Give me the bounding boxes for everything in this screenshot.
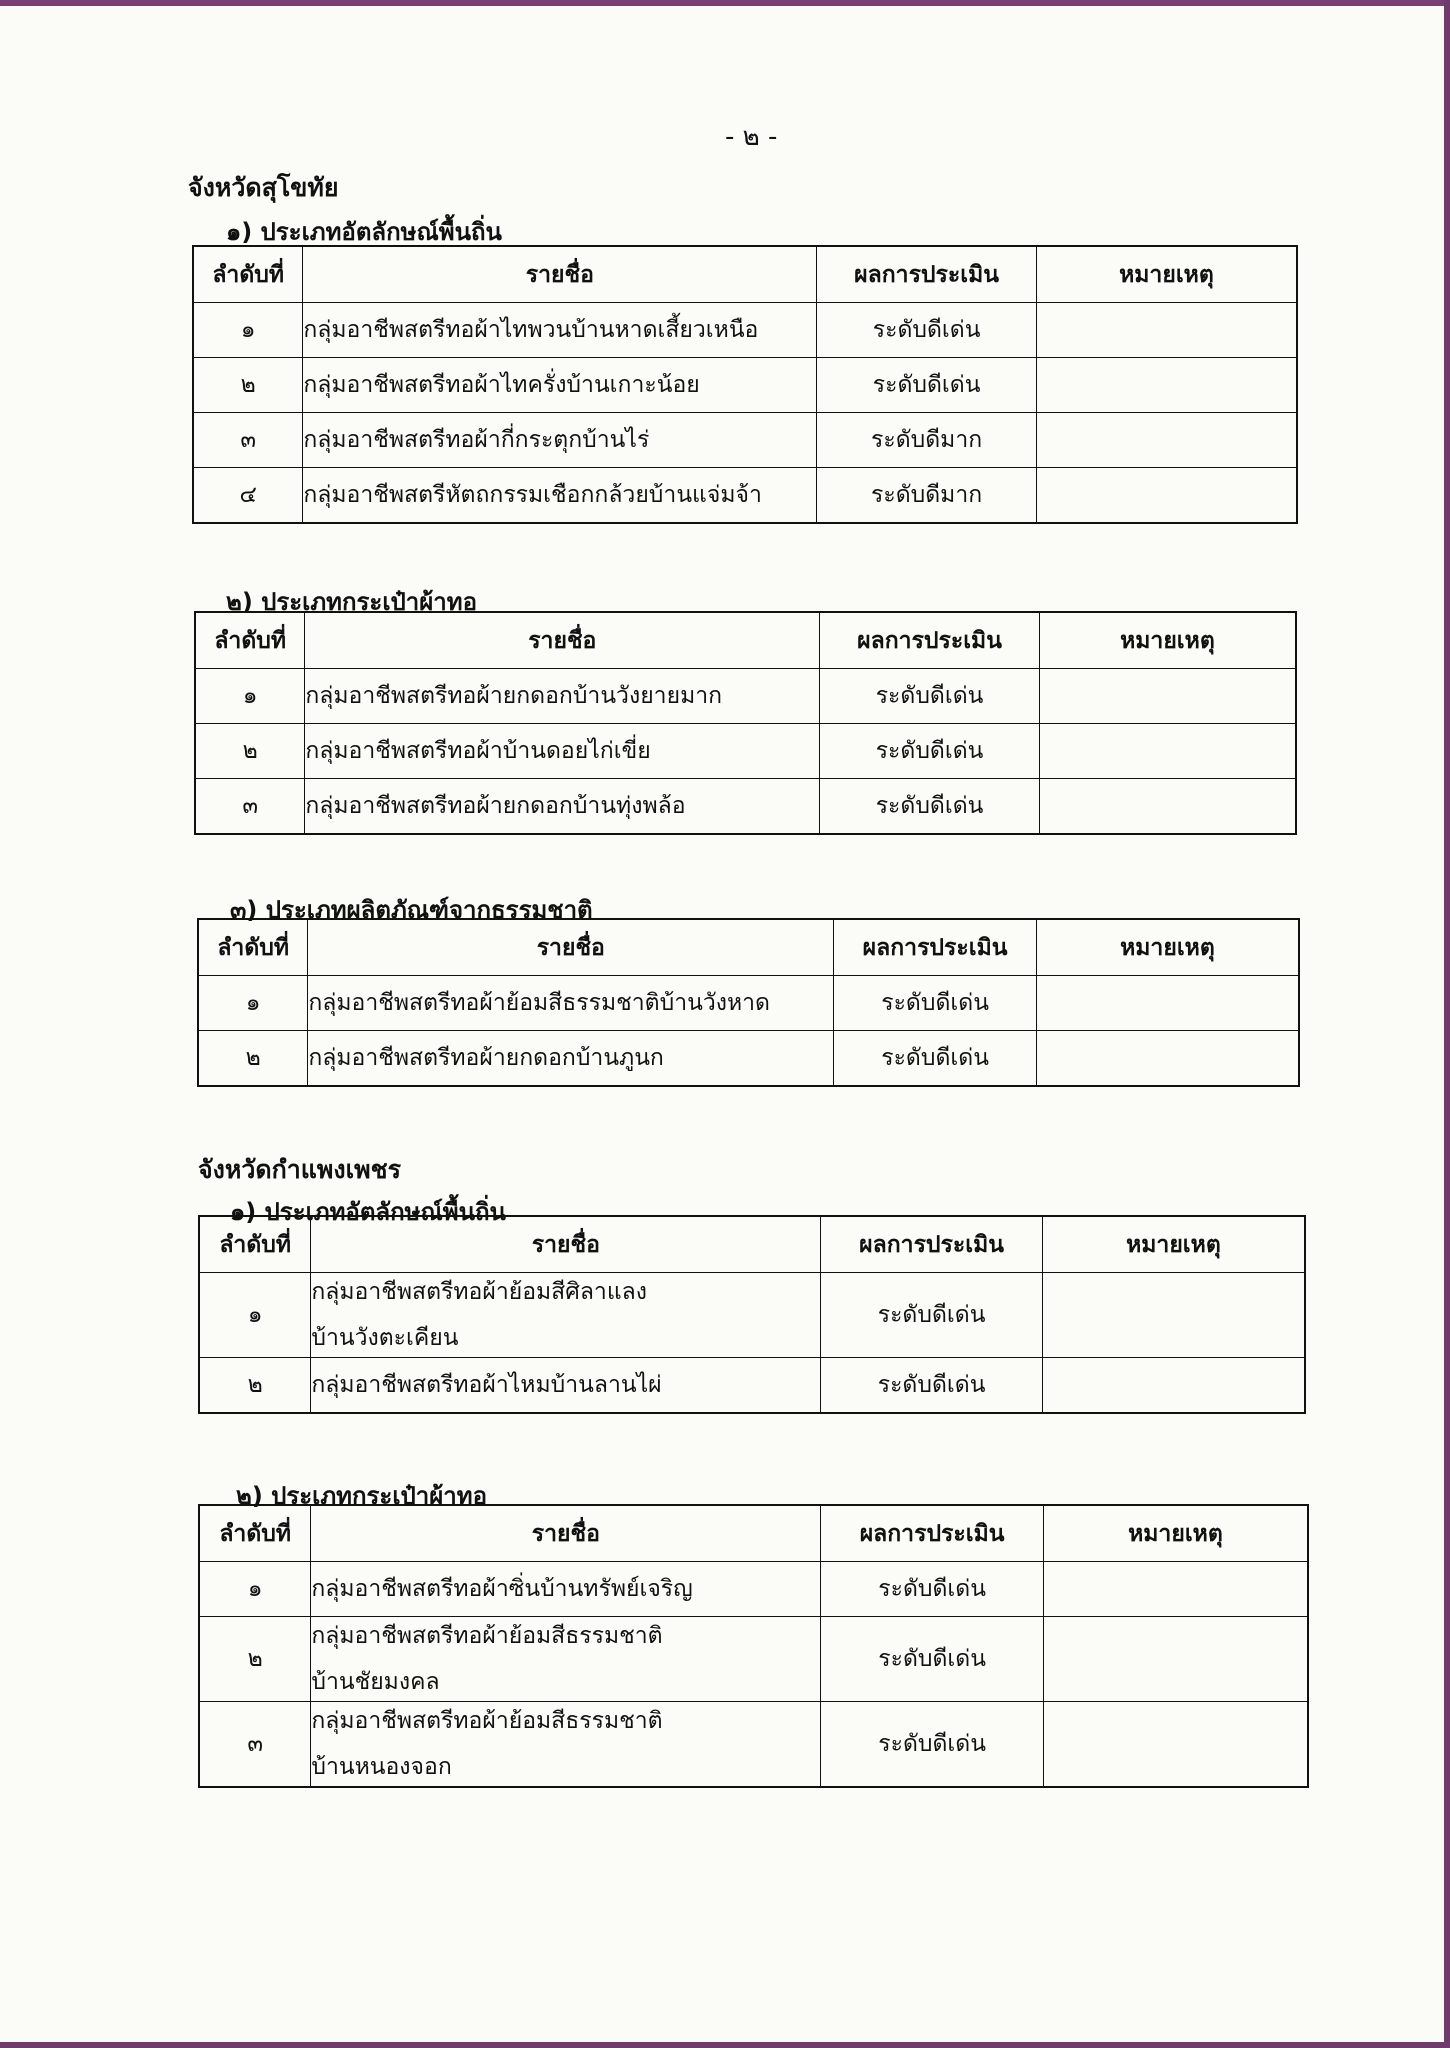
page-number: - ๒ - — [725, 122, 778, 152]
cell-note — [1036, 358, 1297, 413]
category-title: ๑) ประเภทอัตลักษณ์พื้นถิ่น — [226, 218, 502, 246]
table-header-row — [199, 1505, 1308, 1562]
scan-edge-right — [1444, 0, 1450, 2048]
table-row — [193, 468, 1297, 524]
cell-name-line2: บ้านวังตะเคียน — [311, 1325, 459, 1351]
header-result: ผลการประเมิน — [817, 246, 1037, 303]
header-no: ลำดับที่ — [199, 1216, 311, 1273]
province-title-sukhothai: จังหวัดสุโขทัย — [188, 173, 339, 202]
cell-name-line2: บ้านชัยมงคล — [311, 1669, 440, 1695]
cell-result: ระดับดีเด่น — [834, 976, 1037, 1031]
cell-result: ระดับดีเด่น — [821, 1562, 1044, 1617]
cell-note — [1039, 779, 1296, 835]
table-sukhothai-identity — [192, 245, 1298, 524]
cell-note — [1039, 669, 1296, 724]
table-row — [195, 779, 1296, 835]
cell-result: ระดับดีเด่น — [821, 1358, 1043, 1414]
cell-name: กลุ่มอาชีพสตรีทอผ้าบ้านดอยไก่เขี่ย — [305, 724, 820, 779]
cell-name: กลุ่มอาชีพสตรีทอผ้าย้อมสีธรรมชาติบ้านวังหาด — [308, 976, 834, 1031]
cell-name-line2: บ้านหนองจอก — [311, 1754, 452, 1780]
province-title-kamphaeng-phet: จังหวัดกำแพงเพชร — [198, 1155, 402, 1184]
category-title: ๓) ประเภทผลิตภัณฑ์จากธรรมชาติ — [230, 896, 593, 924]
cell-name-line1: กลุ่มอาชีพสตรีทอผ้าย้อมสีธรรมชาติ — [311, 1708, 663, 1734]
cell-result: ระดับดีมาก — [817, 413, 1037, 468]
cell-no: ๒ — [198, 1031, 308, 1087]
header-result: ผลการประเมิน — [821, 1216, 1043, 1273]
cell-no: ๓ — [193, 413, 303, 468]
cell-no: ๓ — [195, 779, 305, 835]
cell-no: ๑ — [195, 669, 305, 724]
category-title: ๑) ประเภทอัตลักษณ์พื้นถิ่น — [230, 1198, 506, 1226]
cell-name: กลุ่มอาชีพสตรีทอผ้ายกดอกบ้านภูนก — [308, 1031, 834, 1087]
table-row — [193, 303, 1297, 358]
table-row — [199, 1273, 1305, 1358]
table-row — [193, 413, 1297, 468]
cell-result: ระดับดีเด่น — [821, 1273, 1043, 1358]
cell-no: ๒ — [195, 724, 305, 779]
cell-note — [1036, 1031, 1299, 1087]
cell-name: กลุ่มอาชีพสตรีทอผ้าไหมบ้านลานไผ่ — [311, 1358, 821, 1414]
table-kamphaeng-identity — [198, 1215, 1306, 1414]
cell-name: กลุ่มอาชีพสตรีทอผ้ากี่กระตุกบ้านไร่ — [303, 413, 817, 468]
cell-result: ระดับดีเด่น — [820, 724, 1040, 779]
cell-note — [1036, 468, 1297, 524]
scan-edge-bottom — [0, 2042, 1450, 2048]
table-row — [198, 1031, 1299, 1087]
table-header-row — [199, 1216, 1305, 1273]
cell-note — [1042, 1273, 1305, 1358]
table-row — [199, 1617, 1308, 1702]
cell-no: ๒ — [199, 1617, 311, 1702]
header-name: รายชื่อ — [308, 919, 834, 976]
table-row — [198, 976, 1299, 1031]
cell-note — [1043, 1617, 1308, 1702]
cell-note — [1043, 1562, 1308, 1617]
cell-name: กลุ่มอาชีพสตรีทอผ้าซิ่นบ้านทรัพย์เจริญ — [311, 1562, 821, 1617]
table-header-row — [193, 246, 1297, 303]
header-note: หมายเหตุ — [1042, 1216, 1305, 1273]
table-row — [199, 1358, 1305, 1414]
cell-name: กลุ่มอาชีพสตรีทอผ้าไทพวนบ้านหาดเสี้ยวเหนือ — [303, 303, 817, 358]
header-name: รายชื่อ — [311, 1505, 821, 1562]
cell-result: ระดับดีเด่น — [820, 779, 1040, 835]
header-no: ลำดับที่ — [198, 919, 308, 976]
header-no: ลำดับที่ — [199, 1505, 311, 1562]
header-note: หมายเหตุ — [1039, 612, 1296, 669]
cell-name: กลุ่มอาชีพสตรีทอผ้าไทครั่งบ้านเกาะน้อย — [303, 358, 817, 413]
cell-name — [311, 1273, 821, 1358]
cell-note — [1036, 976, 1299, 1031]
table-row — [199, 1562, 1308, 1617]
cell-no: ๑ — [198, 976, 308, 1031]
table-row — [199, 1702, 1308, 1788]
cell-name — [311, 1617, 821, 1702]
cell-name-line1: กลุ่มอาชีพสตรีทอผ้าย้อมสีศิลาแลง — [311, 1279, 647, 1305]
cell-name: กลุ่มอาชีพสตรีหัตถกรรมเชือกกล้วยบ้านแจ่มจ้า — [303, 468, 817, 524]
cell-name: กลุ่มอาชีพสตรีทอผ้ายกดอกบ้านวังยายมาก — [305, 669, 820, 724]
header-result: ผลการประเมิน — [820, 612, 1040, 669]
cell-no: ๑ — [199, 1562, 311, 1617]
cell-no: ๓ — [199, 1702, 311, 1788]
header-name: รายชื่อ — [303, 246, 817, 303]
table-row — [195, 669, 1296, 724]
cell-no: ๒ — [199, 1358, 311, 1414]
category-title: ๒) ประเภทกระเป๋าผ้าทอ — [226, 588, 478, 616]
cell-note — [1042, 1358, 1305, 1414]
table-sukhothai-natural — [197, 918, 1300, 1087]
header-name: รายชื่อ — [305, 612, 820, 669]
cell-result: ระดับดีเด่น — [821, 1617, 1044, 1702]
cell-result: ระดับดีเด่น — [820, 669, 1040, 724]
cell-name: กลุ่มอาชีพสตรีทอผ้ายกดอกบ้านทุ่งพล้อ — [305, 779, 820, 835]
cell-no: ๑ — [193, 303, 303, 358]
cell-note — [1036, 413, 1297, 468]
table-sukhothai-bag — [194, 611, 1297, 835]
cell-no: ๔ — [193, 468, 303, 524]
cell-note — [1036, 303, 1297, 358]
cell-result: ระดับดีเด่น — [817, 358, 1037, 413]
cell-result: ระดับดีมาก — [817, 468, 1037, 524]
table-header-row — [195, 612, 1296, 669]
category-title: ๒) ประเภทกระเป๋าผ้าทอ — [236, 1482, 488, 1510]
header-name: รายชื่อ — [311, 1216, 821, 1273]
cell-no: ๑ — [199, 1273, 311, 1358]
scan-edge-top — [0, 0, 1450, 6]
header-result: ผลการประเมิน — [821, 1505, 1044, 1562]
table-kamphaeng-bag — [198, 1504, 1309, 1788]
header-note: หมายเหตุ — [1043, 1505, 1308, 1562]
table-header-row — [198, 919, 1299, 976]
cell-note — [1043, 1702, 1308, 1788]
cell-note — [1039, 724, 1296, 779]
table-row — [195, 724, 1296, 779]
cell-result: ระดับดีเด่น — [817, 303, 1037, 358]
cell-name-line1: กลุ่มอาชีพสตรีทอผ้าย้อมสีธรรมชาติ — [311, 1623, 663, 1649]
cell-no: ๒ — [193, 358, 303, 413]
header-no: ลำดับที่ — [195, 612, 305, 669]
header-note: หมายเหตุ — [1036, 919, 1299, 976]
table-row — [193, 358, 1297, 413]
header-result: ผลการประเมิน — [834, 919, 1037, 976]
cell-result: ระดับดีเด่น — [834, 1031, 1037, 1087]
cell-name — [311, 1702, 821, 1788]
cell-result: ระดับดีเด่น — [821, 1702, 1044, 1788]
header-no: ลำดับที่ — [193, 246, 303, 303]
header-note: หมายเหตุ — [1036, 246, 1297, 303]
